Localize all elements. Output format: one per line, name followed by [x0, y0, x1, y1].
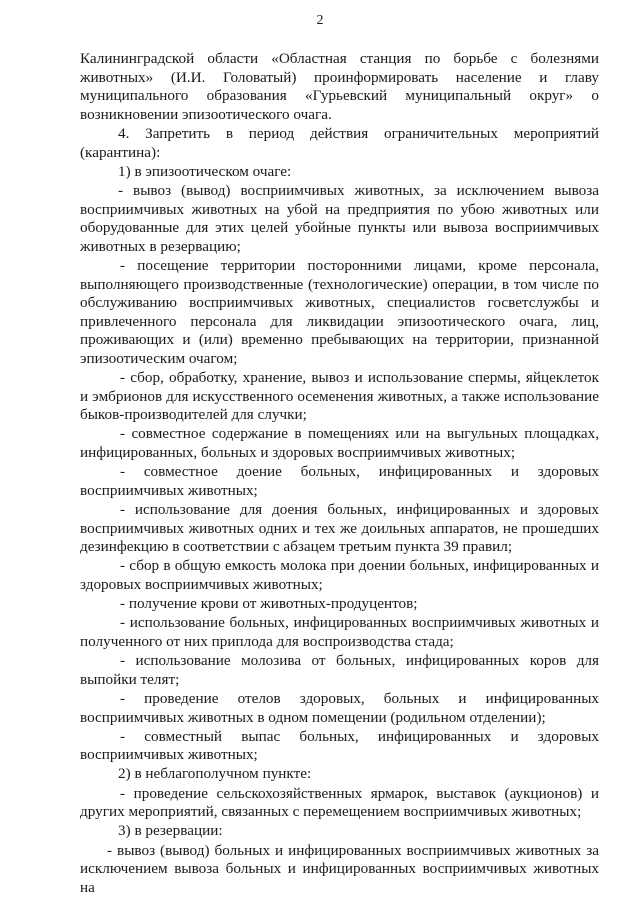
- paragraph: 1) в эпизоотическом очаге:: [118, 162, 292, 180]
- paragraph: - вывоз (вывод) больных и инфицированных восприимчивых животных за исключением вывоза больных и инфицированных восприимчивых животных на: [80, 841, 599, 896]
- paragraph: 4. Запретить в период действия ограничительных мероприятий (карантина):: [80, 124, 599, 161]
- paragraph: - вывоз (вывод) восприимчивых животных, за исключением вывоза восприимчивых животных на убой на предприятия по убою животных или оборудованные для этих целей убойные пункты или вывоза восприимчивых животных в резервацию;: [80, 181, 599, 255]
- paragraph: - получение крови от животных-продуцентов;: [120, 595, 418, 613]
- paragraph: - совместный выпас больных, инфицированных и здоровых восприимчивых животных;: [80, 727, 599, 764]
- paragraph: 3) в резервации:: [118, 822, 223, 840]
- document-body: [80, 50, 599, 898]
- paragraph: - использование больных, инфицированных восприимчивых животных и полученного от них приплода для воспроизводства стада;: [80, 614, 599, 650]
- paragraph: - использование для доения больных, инфицированных и здоровых восприимчивых животных одних и тех же доильных аппаратов, не прошедших дезинфекцию в соответствии с абзацем третьим пункта 39 правил;: [80, 501, 599, 556]
- paragraph: - совместное содержание в помещениях или на выгульных площадках, инфицированных, больных и здоровых восприимчивых животных;: [80, 425, 599, 462]
- paragraph: - посещение территории посторонними лицами, кроме персонала, выполняющего производственные (технологические) операции, в том числе по обслуживанию восприимчивых животных, специалистов госветслужбы и привлеченного персонала для ликвидации эпизоотического очага, лиц, проживающих и (или) временно пребывающих на территории, признанной эпизоотическим очагом;: [80, 256, 599, 367]
- paragraph: 2) в неблагополучном пункте:: [118, 765, 312, 783]
- paragraph: - проведение отелов здоровых, больных и инфицированных восприимчивых животных в одном помещении (родильном отделении);: [80, 689, 599, 726]
- paragraph: - сбор, обработку, хранение, вывоз и использование спермы, яйцеклеток и эмбрионов для искусственного осеменения животных, а также использование быков-производителей для случки;: [80, 369, 599, 424]
- paragraph: - сбор в общую емкость молока при доении больных, инфицированных и здоровых восприимчивых животных;: [80, 557, 599, 593]
- paragraph: Калининградской области «Областная станция по борьбе с болезнями животных» (И.И. Головатый) проинформировать население и главу муниципального образования «Гурьевский муниципальный округ» о возникновении эпизоотического очага.: [80, 50, 599, 123]
- paragraph: - использование молозива от больных, инфицированных коров для выпойки телят;: [80, 652, 599, 688]
- paragraph: - проведение сельскохозяйственных ярмарок, выставок (аукционов) и других мероприятий, связанных с перемещением восприимчивых животных;: [80, 784, 599, 821]
- page-number: 2: [316, 13, 324, 28]
- paragraph: - совместное доение больных, инфицированных и здоровых восприимчивых животных;: [80, 463, 599, 499]
